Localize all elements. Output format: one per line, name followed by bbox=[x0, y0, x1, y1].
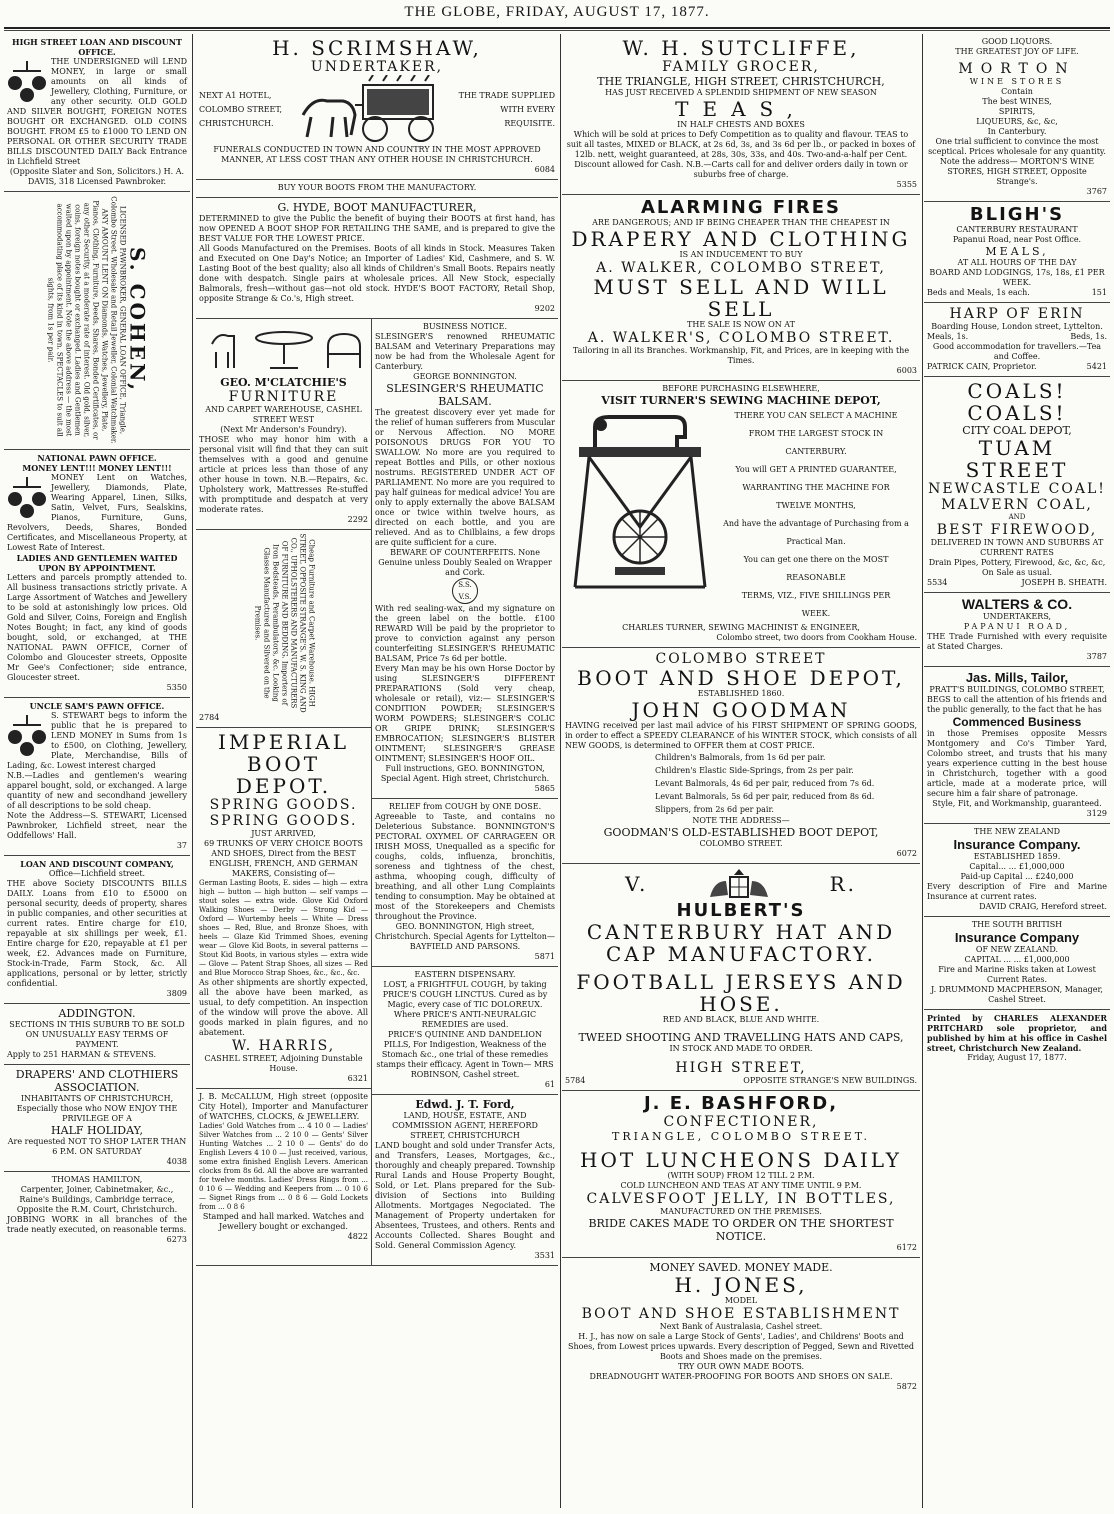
ad-body: J. B. McCALLUM, High street (opposite City Hotel), Importer and Manufacturer of WATCHES, CLOCKS, & JEWELLERY. bbox=[199, 1092, 368, 1121]
ad-subtitle: UNDERTAKERS, bbox=[982, 612, 1052, 621]
ad-number: 2292 bbox=[347, 515, 368, 524]
ad-title: MONEY SAVED. MONEY MADE. bbox=[649, 1261, 833, 1274]
ad-number: 4038 bbox=[166, 1157, 187, 1166]
ad-title: H. JONES, bbox=[674, 1273, 808, 1297]
ad-body: CAPITAL ... ... £1,000,000 bbox=[964, 955, 1070, 964]
ad-subtitle: HALF HOLIDAY, bbox=[51, 1124, 143, 1137]
ad-body: IN STOCK AND MADE TO ORDER. bbox=[669, 1044, 813, 1053]
ad-subtitle: LADIES AND GENTLEMEN WAITED UPON BY APPOINTMENT. bbox=[16, 553, 178, 573]
ad-title: BOOT AND SHOE DEPOT, bbox=[577, 666, 905, 690]
ad-body: THE SALE IS NOW ON AT bbox=[687, 320, 795, 329]
ad-number: 3129 bbox=[1086, 809, 1107, 818]
ad-line: WARRANTING THE MACHINE FOR bbox=[742, 483, 890, 492]
ad-body: Good accommodation for travellers.—Tea and Coffee. bbox=[932, 342, 1102, 361]
ad-body: Apply to 251 HARMAN & STEVENS. bbox=[7, 1050, 156, 1059]
ad-subtitle: FAMILY GROCER, bbox=[662, 59, 820, 75]
ad-title: TUAM STREET bbox=[965, 436, 1069, 482]
ad-imperial bbox=[196, 728, 371, 1089]
column-divider bbox=[192, 34, 193, 1508]
ad-body: Boarding House, London street, Lyttelton. bbox=[931, 322, 1103, 331]
ad-turner bbox=[562, 381, 920, 648]
ad-line: TERMS, VIZ., FIVE SHILLINGS PER bbox=[741, 591, 891, 600]
ad-title: COALS! COALS! bbox=[967, 379, 1067, 425]
ad-national-pawn bbox=[4, 450, 190, 698]
ad-buy-boots: BUY YOUR BOOTS FROM THE MANUFACTORY. bbox=[196, 180, 558, 198]
ad-body: AT ALL HOURS OF THE DAY bbox=[957, 258, 1077, 267]
ad-subtitle: OF NEW ZEALAND. bbox=[975, 945, 1059, 954]
ad-title: CALVESFOOT JELLY, IN BOTTLES, bbox=[586, 1191, 896, 1207]
sewing-machine-illustration bbox=[565, 407, 715, 597]
column-divider bbox=[560, 34, 561, 1508]
ad-cohen bbox=[4, 192, 190, 450]
masthead-rule bbox=[4, 27, 1110, 31]
ad-body: IN HALF CHESTS AND BOXES bbox=[677, 120, 805, 129]
furniture-illustration bbox=[204, 324, 364, 374]
ad-uncle-sams bbox=[4, 698, 190, 856]
ad-line: CANTERBURY. bbox=[785, 447, 847, 456]
ad-body: (Next Mr Anderson's Foundry). bbox=[220, 425, 347, 434]
ad-body: TRIANGLE, COLOMBO STREET. bbox=[612, 1130, 870, 1143]
ad-title: VISIT TURNER'S SEWING MACHINE DEPOT, bbox=[601, 394, 881, 407]
ad-body: THE TRIANGLE, HIGH STREET, CHRISTCHURCH, bbox=[597, 75, 885, 88]
ad-number: 6072 bbox=[896, 849, 917, 858]
ad-number: 61 bbox=[544, 1080, 555, 1089]
ad-drapers bbox=[4, 1065, 190, 1172]
ad-body: BOARD AND LODGINGS, 17s, 18s, £1 PER WEEK. bbox=[929, 268, 1105, 287]
ad-body: Beds and Meals, 1s each. bbox=[927, 288, 1030, 297]
ad-signature: GEORGE BONNINGTON. bbox=[413, 372, 517, 381]
ad-title: EASTERN DISPENSARY. bbox=[414, 970, 516, 979]
ad-body: (WITH SOUP) FROM 12 TILL 2 P.M. bbox=[667, 1171, 815, 1180]
imprint-text: Printed by CHARLES ALEXANDER PRITCHARD sole proprietor, and published by him at his office in Cashel street, Christchurch New Zealand. bbox=[927, 1013, 1107, 1053]
ad-mccallum bbox=[196, 1089, 371, 1246]
ad-title: COLOMBO STREET bbox=[655, 651, 827, 667]
ad-body: AND bbox=[1008, 513, 1026, 521]
masthead: THE GLOBE, FRIDAY, AUGUST 17, 1877. bbox=[404, 4, 710, 20]
ad-subtitle: MONEY LENT!!! MONEY LENT!!! bbox=[22, 463, 172, 473]
ad-number: 5865 bbox=[534, 784, 555, 793]
ad-body: HAS JUST RECEIVED A SPLENDID SHIPMENT OF NEW SEASON bbox=[605, 88, 877, 97]
ad-line: SPIRITS, bbox=[998, 107, 1036, 116]
ad-title: HARP OF ERIN bbox=[949, 306, 1085, 322]
ad-subtitle: SPRING GOODS. bbox=[209, 813, 358, 829]
price-list bbox=[565, 751, 917, 816]
ad-number: 3787 bbox=[1086, 652, 1107, 661]
ad-body: ESTABLISHED 1859. bbox=[973, 852, 1061, 861]
ad-body: THE TRADE SUPPLIED WITH EVERY REQUISITE. bbox=[458, 91, 555, 128]
ad-body: Drain Pipes, Pottery, Firewood, &c, &c, &c, On Sale as usual. bbox=[928, 558, 1106, 577]
ad-title: NEWCASTLE COAL! bbox=[928, 481, 1106, 497]
ad-subtitle: CANTERBURY RESTAURANT bbox=[956, 225, 1078, 234]
ad-walker bbox=[562, 195, 920, 381]
ad-title: IMPERIAL bbox=[217, 730, 350, 754]
ad-king bbox=[196, 530, 371, 728]
ad-eastern-dispensary bbox=[372, 967, 558, 1095]
ad-title: BOOT AND SHOE ESTABLISHMENT bbox=[581, 1306, 901, 1322]
ad-line: Contain bbox=[1001, 87, 1033, 96]
ad-body: THE Trade Furnished with every requisite at Stated Charges. bbox=[927, 632, 1107, 651]
ad-body: Next Bank of Australasia, Cashel street. bbox=[659, 1322, 823, 1331]
ad-subtitle: PRATT'S BUILDINGS, COLOMBO STREET, bbox=[929, 685, 1105, 694]
ad-body: The greatest discovery ever yet made for the relief of human sufferers from Muscular or Nervous Affection. NO MORE POISONOUS DRUGS FOR YOU TO SWALLOW. No more are you required to repeat Bottles and Pills, or other noxious nostrums. REGISTERED UNDER ACT OF PARLIAMENT. No more are you required to pay half guineas for medical advice! You are only to apply externally the above BALSAM once or twice within twelve hours, as directed on each bottle, and you are relieved. And as to Chilblains, a few drops are quite sufficient for a cure. bbox=[375, 408, 555, 547]
ad-number: 6084 bbox=[534, 165, 555, 174]
ad-coals bbox=[924, 377, 1110, 593]
ad-addington bbox=[4, 1004, 190, 1065]
ad-title: UNCLE SAM'S PAWN OFFICE. bbox=[29, 701, 165, 711]
ad-number: 6003 bbox=[896, 366, 917, 375]
ad-subtitle: CONFECTIONER, bbox=[663, 1114, 819, 1130]
seal-icon: S.S. V.S. bbox=[375, 578, 555, 604]
ad-line: You will GET A PRINTED GUARANTEE, bbox=[735, 465, 897, 474]
ad-line: FROM THE LARGEST STOCK IN bbox=[748, 429, 884, 438]
ad-body: S. STEWART begs to inform the public that he is prepared to LEND MONEY in Sums from 1s to £500, on Clothing, Jewellery, Plate, Merchandise, Bills of Lading, &c. Lowest interest charged bbox=[7, 711, 187, 770]
ad-title: Commenced Business bbox=[952, 715, 1082, 729]
ad-number: 151 bbox=[1091, 288, 1107, 297]
ad-body: RED AND BLACK, BLUE AND WHITE. bbox=[662, 1015, 820, 1024]
ad-title: ALARMING FIRES bbox=[640, 197, 842, 218]
ad-body: Agreeable to Taste, and contains no Deleterious Substance. BONNINGTON'S PECTORAL OXYMEL OF CARRAGEEN OR IRISH MOSS, Unequalled as a specific for coughs, colds, influenza, bronchitis, soreness and tightness of the chest, asthma, whooping cough, difficulty of breathing, and all other Lung Complaints tending to consumption. May be obtained at most of the Storekeepers and Chemists throughout the Province. bbox=[375, 812, 555, 921]
ad-body: Style, Fit, and Workmanship, guaranteed. bbox=[932, 799, 1102, 808]
ad-walters bbox=[924, 593, 1110, 667]
ad-hyde bbox=[196, 198, 558, 319]
ad-title: ADDINGTON. bbox=[58, 1007, 136, 1020]
ad-line: THERE YOU CAN SELECT A MACHINE bbox=[734, 411, 898, 420]
ad-body: AND CARPET WAREHOUSE, CASHEL STREET WEST bbox=[205, 405, 362, 424]
ad-subtitle: BOOT DEPOT. bbox=[235, 752, 332, 798]
turner-lines bbox=[715, 407, 917, 623]
ad-body: Every Man may be his own Horse Doctor by using SLESINGER'S DIFFERENT PREPARATIONS (Sold very cheap, wholesale or retail), viz:— SLESINGER'S CONDITION POWDER; SLESINGER'S WORM POWDERS; SLESINGER'S COLIC OR GRIPE DRINK; SLESINGER'S EMBROCATION; SLESINGER'S BLISTER OINTMENT; SLESINGER'S GREASE OINTMENT; SLESINGER'S HOOF OIL. bbox=[375, 664, 555, 763]
ad-title: Edwd. J. T. Ford, bbox=[415, 1098, 515, 1111]
ad-ford bbox=[372, 1095, 558, 1265]
ad-title: J. E. BASHFORD, bbox=[643, 1093, 839, 1114]
ad-title: W. H. SUTCLIFFE, bbox=[622, 36, 860, 60]
ad-body: BEGS to call the attention of his friends and the public generally, to the fact that he has bbox=[927, 695, 1107, 714]
ad-body: IS AN INDUCEMENT TO BUY bbox=[679, 250, 803, 259]
ad-title: Jas. Mills, Tailor, bbox=[965, 670, 1069, 685]
ad-subtitle: SPRING GOODS. bbox=[209, 797, 358, 813]
ad-title: BRIDE CAKES MADE TO ORDER ON THE SHORTEST NOTICE. bbox=[588, 1217, 894, 1243]
ad-hamilton bbox=[4, 1172, 190, 1249]
price-item: Children's Balmorals, from 1s 6d per pair. bbox=[655, 753, 826, 762]
column-3 bbox=[562, 34, 920, 1508]
royal-arms-icon bbox=[704, 867, 774, 901]
ad-body: INHABITANTS OF CHRISTCHURCH, Especially those who NOW ENJOY THE PRIVILEGE OF A bbox=[16, 1094, 178, 1123]
ad-body: Every description of Fire and Marine Insurance at current rates. bbox=[927, 882, 1107, 901]
ad-title: BLIGH'S bbox=[969, 204, 1065, 225]
price-item: Slippers, from 2s 6d per pair. bbox=[655, 805, 774, 814]
ad-davis-loan bbox=[4, 34, 190, 192]
ad-number: 5355 bbox=[896, 180, 917, 189]
hearse-illustration bbox=[293, 75, 453, 145]
ad-signature: Full instructions, GEO. BONNINGTON, Special Agent. High street, Christchurch. bbox=[380, 764, 550, 783]
ad-body: CASHEL STREET, Adjoining Dunstable House. bbox=[204, 1054, 363, 1073]
ad-scrimshaw bbox=[196, 34, 558, 180]
pawnbroker-balls-icon bbox=[7, 713, 47, 757]
ad-bligh bbox=[924, 202, 1110, 303]
ad-jones bbox=[562, 1258, 920, 1396]
ad-body: Stamped and hall marked. Watches and Jewellery bought or exchanged. bbox=[202, 1212, 365, 1231]
ad-body: As other shipments are shortly expected, all the above have been marked, as usual, to defy competition. An inspection of the window will prove the above. All goods marked in plain figures, and no abatement. bbox=[199, 978, 368, 1037]
ad-nz-insurance bbox=[924, 824, 1110, 917]
ad-signature: (Opposite Slater and Son, Solicitors.) H. A. DAVIS, 318 Licensed Pawnbroker. bbox=[9, 167, 185, 186]
ad-title: HIGH STREET, bbox=[675, 1060, 807, 1076]
ad-number: 5784 bbox=[565, 1076, 586, 1085]
ad-title: MUST SELL AND WILL SELL bbox=[593, 275, 889, 321]
ad-title: GEO. M'CLATCHIE'S bbox=[220, 376, 347, 389]
ad-number: 3809 bbox=[166, 989, 187, 998]
ad-body: DETERMINED to give the Public the benefit of buying their BOOTS at first hand, has now OPENED A BOOT SHOP FOR RETAILING THE SAME, and is prepared to give the BEST VALUE FOR THE LOWEST PRICE. bbox=[199, 214, 555, 243]
ad-signature: GEO. BONNINGTON, High street, Christchurch. Special Agents for Lyttelton—BAYFIELD AND PARSONS. bbox=[375, 922, 555, 951]
ad-sutcliffe bbox=[562, 34, 920, 195]
pawnbroker-balls-icon bbox=[7, 59, 47, 103]
ad-number: 5534 bbox=[927, 578, 948, 587]
ad-loan-discount-company bbox=[4, 856, 190, 1004]
ad-body: NEXT A1 HOTEL, COLOMBO STREET, CHRISTCHURCH. bbox=[199, 91, 283, 128]
ad-title: RELIEF from COUGH by ONE DOSE. bbox=[388, 802, 542, 811]
ad-body: LOST, a FRIGHTFUL COUGH, by taking PRICE'S COUGH LINCTUS. Cured as by Magic, every case of TIC DOLOREUX. Where PRICE'S ANTI-NEURALGIC REMEDIES are used. bbox=[382, 980, 548, 1029]
ad-number: 5871 bbox=[534, 952, 555, 961]
ad-body: BEWARE OF COUNTERFEITS. None Genuine unless Doubly Sealed on Wrapper and Cork. bbox=[378, 548, 552, 577]
ad-title: NATIONAL PAWN OFFICE. bbox=[37, 453, 157, 463]
ad-line: You can get one there on the MOST REASONABLE bbox=[743, 555, 889, 582]
ad-title: HIGH STREET LOAN AND DISCOUNT OFFICE. bbox=[12, 37, 182, 57]
ad-body: LICENSED PAWNBROKER, GENERAL LOAN OFFICE, Triangle, Colombo Street. Wholesale and Retail Jeweller, Colonial Watchmaker. ANY AMOUNT LENT ON Diamonds, Watches, Jewellery, Plate, Pianos, Clothing, Furniture, Deeds, Shares, Bonded Certificates, or any other Security, at a moderate rate of interest. Old gold, silver, coins, foreign notes bought or exchanged. Ladies and Gentlemen waited upon by appointment. Note the above address — the most accommodating place of its kind in town. SPECTACLES to suit all sights, from 1s per pair. bbox=[46, 196, 127, 444]
ad-title: Insurance Company bbox=[954, 930, 1080, 945]
ad-number: 5872 bbox=[896, 1382, 917, 1391]
ad-body: DREADNOUGHT WATER-PROOFING FOR BOOTS AND SHOES ON SALE. bbox=[589, 1372, 893, 1381]
column-2 bbox=[196, 34, 558, 1508]
ad-body: MODEL bbox=[724, 1296, 758, 1305]
ad-number: 6172 bbox=[896, 1243, 917, 1252]
ad-body: OPPOSITE STRANGE'S NEW BUILDINGS. bbox=[743, 1076, 917, 1085]
ad-title: HULBERT'S bbox=[676, 900, 806, 921]
ad-body: COLOMBO STREET. bbox=[699, 839, 783, 848]
ad-title: V. bbox=[625, 872, 649, 896]
ad-number: 4822 bbox=[347, 1232, 368, 1241]
ad-title: R. bbox=[829, 872, 857, 896]
ad-subtitle: WINE STORES bbox=[969, 77, 1065, 86]
ad-title: SLESINGER'S RHEUMATIC BALSAM. bbox=[386, 382, 544, 408]
ad-title: FOOTBALL JERSEYS AND HOSE. bbox=[576, 970, 906, 1016]
ad-number: 37 bbox=[176, 841, 187, 850]
ad-title: THOMAS HAMILTON, bbox=[51, 1175, 143, 1184]
ad-line: TWELVE MONTHS, bbox=[776, 501, 856, 510]
ad-title: H. SCRIMSHAW, bbox=[272, 36, 482, 60]
ad-body: NOTE THE ADDRESS— bbox=[692, 816, 790, 825]
ad-bashford bbox=[562, 1091, 920, 1258]
ad-body: PAPANUI ROAD, bbox=[963, 622, 1071, 631]
ad-signature: JOSEPH B. SHEATH. bbox=[1021, 578, 1107, 587]
ad-body: Are requested NOT TO SHOP LATER THAN 6 P.M. ON SATURDAY bbox=[7, 1137, 187, 1156]
ad-body: JUST ARRIVED, bbox=[251, 829, 316, 838]
ad-mills bbox=[924, 667, 1110, 824]
ad-body: With red sealing-wax, and my signature on the green label on the bottle. £100 REWARD Will be paid by the proprietor to prove to conviction against any person counterfeiting SLESINGER'S RHEUMATIC BALSAM, Price 7s 6d per bottle. bbox=[375, 604, 555, 663]
ad-number: 2784 bbox=[199, 713, 220, 722]
ad-title: LOAN AND DISCOUNT COMPANY, bbox=[20, 859, 174, 869]
column-divider bbox=[922, 34, 923, 1508]
ad-title: THE SOUTH BRITISH bbox=[971, 920, 1063, 929]
ad-body: Papanui Road, near Post Office. bbox=[952, 235, 1082, 244]
ad-title: TEAS, bbox=[675, 97, 807, 121]
ad-mcclatchie bbox=[196, 319, 371, 530]
ad-body: LAND, HOUSE, ESTATE, AND COMMISSION AGENT, HEREFORD STREET, CHRISTCHURCH bbox=[392, 1111, 538, 1140]
ad-title: W. HARRIS, bbox=[231, 1038, 336, 1054]
ad-title: DRAPERS' AND CLOTHIERS ASSOCIATION. bbox=[15, 1068, 179, 1094]
ad-line: And have the advantage of Purchasing from a Practical Man. bbox=[723, 519, 909, 546]
ad-body: Ladies' Gold Watches from ... 4 10 0 — Ladies' Silver Watches from ... 2 10 0 — Gents' Silver Hunting Watches ... 2 10 0 — Gents' do do English Levers 4 10 0 — Just received, various, some extra finished English Levers. American clocks from 8s 6d. All the above are warranted for twelve months. Ladies' Dress Rings from ... 0 10 6 — Wedding and Keepers from ... 0 10 6 — Signet Rings from ... 0 8 6 — Gold Lockets from ... 0 8 6 bbox=[199, 1122, 368, 1211]
ad-title: G. HYDE, BOOT MANUFACTURER, bbox=[277, 201, 477, 214]
ad-body: ESTABLISHED 1860. bbox=[697, 689, 785, 698]
ad-body: Tailoring in all its Branches. Workmanship, Fit, and Prices, are in keeping with the Times. bbox=[572, 346, 910, 365]
ad-number: 9202 bbox=[534, 304, 555, 313]
ad-body: Note the address— MORTON'S WINE STORES, HIGH STREET, Opposite Strange's. bbox=[939, 157, 1095, 186]
ad-body: Meals, 1s. bbox=[927, 332, 969, 341]
ad-body: JOBBING WORK in all branches of the trade neatly executed, on reasonable terms. bbox=[7, 1215, 187, 1234]
pawnbroker-balls-icon bbox=[7, 475, 47, 519]
ad-title: MEALS, bbox=[985, 245, 1049, 258]
ad-subtitle: Office—Lichfield street. bbox=[48, 869, 146, 878]
ad-subtitle: FURNITURE bbox=[228, 389, 339, 405]
ad-body: DELIVERED IN TOWN AND SUBURBS AT CURRENT RATES bbox=[930, 538, 1104, 557]
column-4 bbox=[924, 34, 1110, 1508]
ad-signature: J. DRUMMOND MACPHERSON, Manager, Cashel Street. bbox=[931, 985, 1103, 1004]
ad-number: 6321 bbox=[347, 1074, 368, 1083]
imprint-date: Friday, August 17, 1877. bbox=[967, 1053, 1067, 1062]
ad-signature: DAVID CRAIG, Hereford street. bbox=[979, 902, 1107, 911]
ad-body: All Goods Manufactured on the Premises. Boots of all kinds in Stock. Measures Taken and Executed on One Day's Notice; an Importer of Ladies' Kid, Cashmere, and S. W. Lasting Boot of the best quality; also all kinds of Children's Small Boots. Repairs neatly done with despatch. Single pairs at wholesale prices. All New Stock, especially Balmorals, fresh—without gas—not old stock. HYDE'S BOOT FACTORY, Retail Shop, opposite Strange & Co.'s, High street. bbox=[199, 244, 555, 303]
ad-number: 3531 bbox=[534, 1251, 555, 1260]
ad-body: SLESINGER'S renowned RHEUMATIC BALSAM and Veterinary Preparations may now be had from the Wholesale Agent for Canterbury. bbox=[375, 332, 555, 371]
ad-body: COLD LUNCHEON AND TEAS AT ANY TIME UNTIL 9 P.M. bbox=[620, 1181, 862, 1190]
ad-body: Fire and Marine Risks taken at Lowest Current Rates. bbox=[938, 965, 1096, 984]
ad-body: FUNERALS CONDUCTED IN TOWN AND COUNTRY IN THE MOST APPROVED MANNER, AT LESS COST THAN ANY OTHER HOUSE IN CHRISTCHURCH. bbox=[213, 145, 541, 164]
ad-line: LIQUEURS, &c, &c, bbox=[976, 117, 1058, 126]
ad-title: MORTON bbox=[958, 61, 1076, 77]
ad-title: S. COHEN, bbox=[125, 246, 150, 394]
ad-body: THOSE who may honor him with a personal visit will find that they can suit themselves with a good and genuine article at prices less than those of any other house in town. N.B.—Repairs, &c. Upholstery work, Mattresses Re-stuffed with promptitude and despatch at very moderate rates. bbox=[199, 435, 368, 514]
ad-line: In Canterbury. bbox=[987, 127, 1047, 136]
ad-body: N.B.—Ladies and gentlemen's wearing apparel bought, sold, or exchanged. A large quantity of new and secondhand jewellery of all descriptions to be sold cheap. bbox=[7, 771, 187, 810]
ad-body: TRY OUR OWN MADE BOOTS. bbox=[677, 1362, 805, 1371]
price-item: Levant Balmorals, 5s 6d per pair, reduced from 8s 6d. bbox=[655, 792, 875, 801]
ad-title: BUSINESS NOTICE. bbox=[422, 322, 508, 331]
ad-signature: PATRICK CAIN, Proprietor. bbox=[927, 362, 1037, 371]
ad-number: 5421 bbox=[1086, 362, 1107, 371]
ad-body: BEFORE PURCHASING ELSEWHERE, bbox=[662, 384, 820, 393]
ad-body: LAND bought and sold under Transfer Acts, and Transfers, Leases, Mortgages, &c., thoroughly and cheaply prepared. Township Rural Lands and House Property Bought, Sold, or Let. Plans prepared for the Sub-division of Sections into Building Allotments. Mortgages Negociated. The Management of Property undertaken for Absentees, Trustees, and others. Rents and Accounts Collected. Shares Bought and Sold. General Commission Agency. bbox=[375, 1141, 555, 1250]
ad-body: H. J., has now on sale a Large Stock of Gents', Ladies', and Childrens' Boots and Shoes, from Lowest prices upwards. Every description of Pegged, Sewn and Rivetted Boots and Shoes made on the premises. bbox=[567, 1332, 914, 1361]
ad-title: GOODMAN'S OLD-ESTABLISHED BOOT DEPOT, bbox=[603, 826, 879, 839]
ad-body: One trial sufficient to convince the most sceptical. Prices wholesale for any quantity. bbox=[928, 137, 1106, 156]
ad-number: 5350 bbox=[166, 683, 187, 692]
ad-body: ARE DANGEROUS; AND IF BEING CHEAPER THAN THE CHEAPEST IN bbox=[592, 218, 890, 227]
ad-signature: CHARLES TURNER, SEWING MACHINIST & ENGINEER, bbox=[622, 623, 860, 632]
ad-line: The best WINES, bbox=[982, 97, 1052, 106]
ad-title: A. WALKER, COLOMBO STREET, bbox=[596, 260, 886, 276]
ad-body: Paid-up Capital ... £240,000 bbox=[960, 872, 1074, 881]
ad-title: DRAPERY AND CLOTHING bbox=[571, 227, 911, 251]
ad-number: 3767 bbox=[1086, 187, 1107, 196]
ad-title: THE NEW ZEALAND bbox=[974, 827, 1060, 836]
ad-title: JOHN GOODMAN bbox=[631, 698, 851, 722]
ad-subtitle: CITY COAL DEPOT, bbox=[962, 424, 1072, 437]
ad-body: 69 TRUNKS OF VERY CHOICE BOOTS AND SHOES, Direct from the BEST ENGLISH, FRENCH, AND GERMAN MAKERS, Consisting of— bbox=[204, 839, 363, 878]
ad-title: GOOD LIQUORS. bbox=[981, 37, 1053, 46]
ad-slesinger bbox=[372, 319, 558, 799]
ad-body: Cheap Furniture and Carpet Warehouse. HIGH STREET, OPPOSITE STRANGE'S. W. S. KING AND CO., UPHOLSTERERS AND MANUFACTURERS OF FURNITURE AND BEDDING. Importers of Iron Bedsteads, Perambulators, &c. Looking Glasses Manufactured and Silvered on the Premises. bbox=[253, 533, 315, 713]
ad-body: Which will be sold at prices to Defy Competition as to quality and flavour. TEAS to suit all tastes, MIXED or BLACK, at 2s 6d, 3s, and 3s 6d per lb., or packed in boxes of 12lb. nett, weight guaranteed, at 28s, 30s, 33s, and 40s. Two-and-a-half per Cent. Discount allowed for Cash. N.B.—Carts call for and deliver orders daily in town or suburbs free of charge. bbox=[566, 130, 916, 179]
price-item: Levant Balmorals, 4s 6d per pair, reduced from 7s 6d. bbox=[655, 779, 875, 788]
ad-body: SECTIONS IN THIS SUBURB TO BE SOLD ON UNUSUALLY EASY TERMS OF PAYMENT. bbox=[9, 1020, 185, 1049]
column-1 bbox=[4, 34, 190, 1508]
ad-title: HOT LUNCHEONS DAILY bbox=[580, 1148, 902, 1172]
ad-title: A. WALKER'S, COLOMBO STREET. bbox=[587, 330, 895, 346]
ad-title: WALTERS & CO. bbox=[961, 596, 1073, 612]
ad-body: Capital... ... £1,000,000 bbox=[969, 862, 1065, 871]
ad-body: TWEED SHOOTING AND TRAVELLING HATS AND CAPS, bbox=[578, 1031, 904, 1044]
ad-south-british bbox=[924, 917, 1110, 1010]
imprint bbox=[924, 1010, 1110, 1067]
ad-body: HAVING received per last mail advice of his FIRST SHIPMENT OF SPRING GOODS, in order to effect a SPEEDY CLEARANCE of his WINTER STOCK, which consists of all NEW GOODS, is determined to OFFER them at COST PRICE. bbox=[565, 721, 917, 750]
ad-subtitle: THE GREATEST JOY OF LIFE. bbox=[955, 47, 1079, 56]
ad-body: Beds, 1s. bbox=[1070, 332, 1107, 341]
ad-body: in those Premises opposite Messrs Montgomery and Co's Timber Yard, Colombo street, and trusts that his many years experience cutting in the best house in Christchurch, together with a good article, made at a moderate price, will secure him a fair share of patronage. bbox=[927, 729, 1107, 798]
ad-body: MONEY Lent on Watches, Jewellery, Diamonds, Plate, Wearing Apparel, Linen, Silks, Satin, Velvet, Furs, Sealskins, Pianos, Furniture, Guns, Revolvers, Deeds, Shares, Bonded Certificates, and Miscellaneous Property, at Lowest Rate of Interest. bbox=[7, 473, 187, 552]
ad-body: PRICE'S QUININE AND DANDELION PILLS, For Indigestion, Weakness of the Stomach &c., one trial of these remedies stamps their efficacy. Agent in Town— MRS ROBINSON, Cashel street. bbox=[376, 1030, 554, 1079]
ad-body: Carpenter, Joiner, Cabinetmaker, &c., Raine's Buildings, Cambridge terrace, Opposite the R.M. Court, Christchurch. bbox=[16, 1185, 178, 1214]
ad-relief-cough bbox=[372, 799, 558, 967]
ad-line: WEEK. bbox=[801, 609, 831, 618]
ad-body: Letters and parcels promptly attended to. All business transactions strictly private. A Large Assortment of Watches and Jewellery to be sold at astonishingly low prices. Old Gold and Silver, Coins, Foreign and English Notes Bought; in fact, any kind of goods bought, sold, or exchanged, at THE NATIONAL PAWN OFFICE, Corner of Colombo and Gloucester streets, Opposite Mr Gee's Confectioner; side entrance, Gloucester street. bbox=[7, 573, 187, 682]
ad-body: THE UNDERSIGNED will LEND MONEY, in large or small amounts on all kinds of Jewellery, Clothing, Furniture, or any other security. OLD GOLD AND SILVER BOUGHT, FOREIGN NOTES BOUGHT OR EXCHANGED. OLD COINS BOUGHT. FROM £5 to £1000 TO LEND ON PERSONAL OR OTHER SECURITY TRADE BILLS DISCOUNTED DAILY Back Entrance in Lichfield Street bbox=[7, 57, 187, 166]
ad-subtitle: UNDERTAKER, bbox=[310, 59, 444, 75]
ad-title: CANTERBURY HAT AND CAP MANUFACTORY. bbox=[586, 920, 896, 966]
ad-title: BEST FIREWOOD, bbox=[936, 522, 1098, 538]
ad-body: THE above Society DISCOUNTS BILLS DAILY. Loans from £10 to £5000 on personal security, deeds of property, shares in public companies, and other securities at current rates. Entire charge for £10, repayable at six shillings per week, £1. Entire charge for £20, repayable at £1 per week, £2. Advances made on Furniture, Stock-in-Trade, Farm Stock, &c. All applications, personal or by letter, strictly confidential. bbox=[7, 879, 187, 988]
ad-body: MANUFACTURED ON THE PREMISES. bbox=[660, 1207, 822, 1216]
ad-body: Note the Address—S. STEWART, Licensed Pawnbroker, Lichfield street, near the Oddfellows' Hall. bbox=[7, 811, 187, 840]
ad-hulbert bbox=[562, 864, 920, 1091]
ad-number: 6273 bbox=[166, 1235, 187, 1244]
ad-title: Insurance Company. bbox=[953, 837, 1081, 852]
price-item: Children's Elastic Side-Springs, from 2s per pair. bbox=[655, 766, 854, 775]
ad-goodman bbox=[562, 648, 920, 864]
ad-harp-of-erin bbox=[924, 303, 1110, 377]
ad-body: German Lasting Boots, E. sides — high — extra high — button — high button — self vamps — stout soles — extra wide. Glove Kid Oxford Walking Shoes — Derby — Strong Kid — Oxford — Wurtemby heels — White — Dress shoes — Red, Blue, and Bronze Shoes, with heels — Glaze Kid Trimmed Shoes, evening wear — Glove Kid Boots, in several patterns — Stout Kid Boots, in various styles — extra wide — Glove — Patent Strap Shoes, all sizes — Red and Blue Morocco Strap Shoes, &c., &c., &c. bbox=[199, 879, 368, 977]
ad-body: Colombo street, two doors from Cookham House. bbox=[716, 633, 917, 642]
ad-morton bbox=[924, 34, 1110, 202]
ad-title: MALVERN COAL, bbox=[941, 497, 1093, 513]
